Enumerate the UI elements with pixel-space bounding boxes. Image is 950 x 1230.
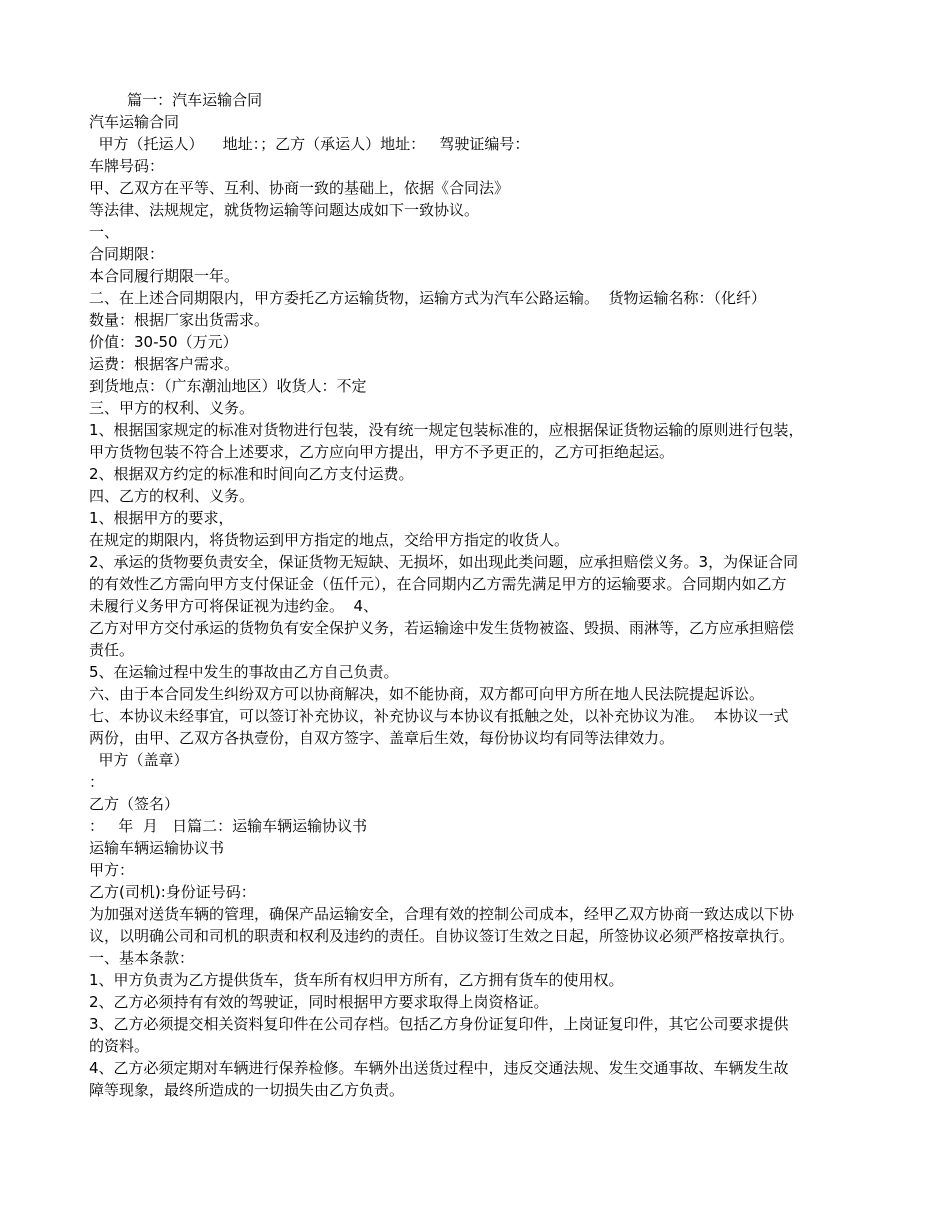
doc-line-38: 为加强对送货车辆的管理，确保产品运输安全，合理有效的控制公司成本，经甲乙双方协商一致达成以下协 bbox=[89, 905, 795, 923]
doc-line-6: 等法律、法规规定，就货物运输等问题达成如下一致协议。 bbox=[89, 201, 480, 219]
doc-line-42: 2、乙方必须持有有效的驾驶证，同时根据甲方要求取得上岗资格证。 bbox=[89, 993, 549, 1011]
doc-line-17: 甲方货物包装不符合上述要求，乙方应向甲方提出，甲方不予更正的，乙方可拒绝起运。 bbox=[89, 443, 675, 461]
doc-line-33: 乙方（签名） bbox=[89, 795, 180, 813]
doc-line-21: 在规定的期限内，将货物运到甲方指定的地点，交给甲方指定的收货人。 bbox=[89, 531, 570, 549]
doc-line-23: 的有效性乙方需向甲方支付保证金（伍仟元），在合同期内乙方需先满足甲方的运输要求。合同期内如乙方 bbox=[89, 575, 787, 593]
doc-line-7: 一、 bbox=[89, 223, 120, 241]
doc-line-16: 1、根据国家规定的标准对货物进行包装，没有统一规定包装标准的，应根据保证货物运输的原则进行包装， bbox=[89, 421, 804, 439]
doc-line-32: ： bbox=[89, 773, 105, 791]
doc-line-30: 两份，由甲、乙双方各执壹份，自双方签字、盖章后生效，每份协议均有同等法律效力。 bbox=[89, 729, 675, 747]
doc-line-46: 障等现象，最终所造成的一切损失由乙方负责。 bbox=[89, 1081, 405, 1099]
doc-line-9: 本合同履行期限一年。 bbox=[89, 267, 240, 285]
doc-line-14: 到货地点：（广东潮汕地区）收货人：不定 bbox=[89, 377, 367, 395]
doc-line-22: 2、承运的货物要负责安全，保证货物无短缺、无损坏，如出现此类问题，应承担赔偿义务。3，为保证合同 bbox=[89, 553, 799, 571]
doc-line-15: 三、甲方的权利、义务。 bbox=[89, 399, 255, 417]
doc-line-5: 甲、乙双方在平等、互利、协商一致的基础上，依据《合同法》 bbox=[89, 179, 510, 197]
doc-line-4: 车牌号码： bbox=[89, 157, 165, 175]
doc-line-28: 六、由于本合同发生纠纷双方可以协商解决，如不能协商，双方都可向甲方所在地人民法院提起诉讼。 bbox=[89, 685, 765, 703]
doc-line-19: 四、乙方的权利、义务。 bbox=[89, 487, 255, 505]
doc-line-31: 甲方（盖章） bbox=[89, 751, 189, 769]
doc-line-27: 5、在运输过程中发生的事故由乙方自己负责。 bbox=[89, 663, 399, 681]
doc-line-37: 乙方(司机):身份证号码： bbox=[89, 883, 256, 901]
doc-line-34: ： 年 月 日篇二：运输车辆运输协议书 bbox=[89, 817, 368, 835]
doc-line-26: 责任。 bbox=[89, 641, 135, 659]
doc-line-8: 合同期限： bbox=[89, 245, 165, 263]
doc-line-45: 4、乙方必须定期对车辆进行保养检修。车辆外出送货过程中，违反交通法规、发生交通事故、车辆发生故 bbox=[89, 1059, 789, 1077]
doc-line-44: 的资料。 bbox=[89, 1037, 150, 1055]
doc-line-39: 议，以明确公司和司机的职责和权利及违约的责任。自协议签订生效之日起，所签协议必须严格按章执行。 bbox=[89, 927, 795, 945]
doc-line-2: 汽车运输合同 bbox=[89, 113, 180, 131]
doc-line-24: 未履行义务甲方可将保证视为违约金。 4、 bbox=[89, 597, 379, 615]
doc-line-41: 1、甲方负责为乙方提供货车，货车所有权归甲方所有，乙方拥有货车的使用权。 bbox=[89, 971, 624, 989]
doc-line-12: 价值：30-50（万元） bbox=[89, 333, 238, 351]
doc-line-40: 一、基本条款： bbox=[89, 949, 195, 967]
doc-line-18: 2、根据双方约定的标准和时间向乙方支付运费。 bbox=[89, 465, 414, 483]
doc-line-13: 运费：根据客户需求。 bbox=[89, 355, 240, 373]
doc-line-10: 二、在上述合同期限内，甲方委托乙方运输货物，运输方式为汽车公路运输。 货物运输名称：（化纤） bbox=[89, 289, 767, 307]
doc-line-35: 运输车辆运输协议书 bbox=[89, 839, 225, 857]
doc-line-43: 3、乙方必须提交相关资料复印件在公司存档。包括乙方身份证复印件，上岗证复印件，其它公司要求提供 bbox=[89, 1015, 789, 1033]
doc-line-25: 乙方对甲方交付承运的货物负有安全保护义务，若运输途中发生货物被盗、毁损、雨淋等，乙方应承担赔偿 bbox=[89, 619, 795, 637]
doc-line-20: 1、根据甲方的要求， bbox=[89, 509, 234, 527]
doc-line-29: 七、本协议未经事宜，可以签订补充协议，补充协议与本协议有抵触之处，以补充协议为准。 本协议一式 bbox=[89, 707, 789, 725]
doc-line-1: 篇一：汽车运输合同 bbox=[89, 91, 263, 109]
document-page bbox=[89, 89, 863, 1101]
doc-line-3: 甲方（托运人） 地址：；乙方（承运人）地址： 驾驶证编号： bbox=[89, 135, 530, 153]
doc-line-36: 甲方： bbox=[89, 861, 135, 879]
doc-line-11: 数量：根据厂家出货需求。 bbox=[89, 311, 270, 329]
